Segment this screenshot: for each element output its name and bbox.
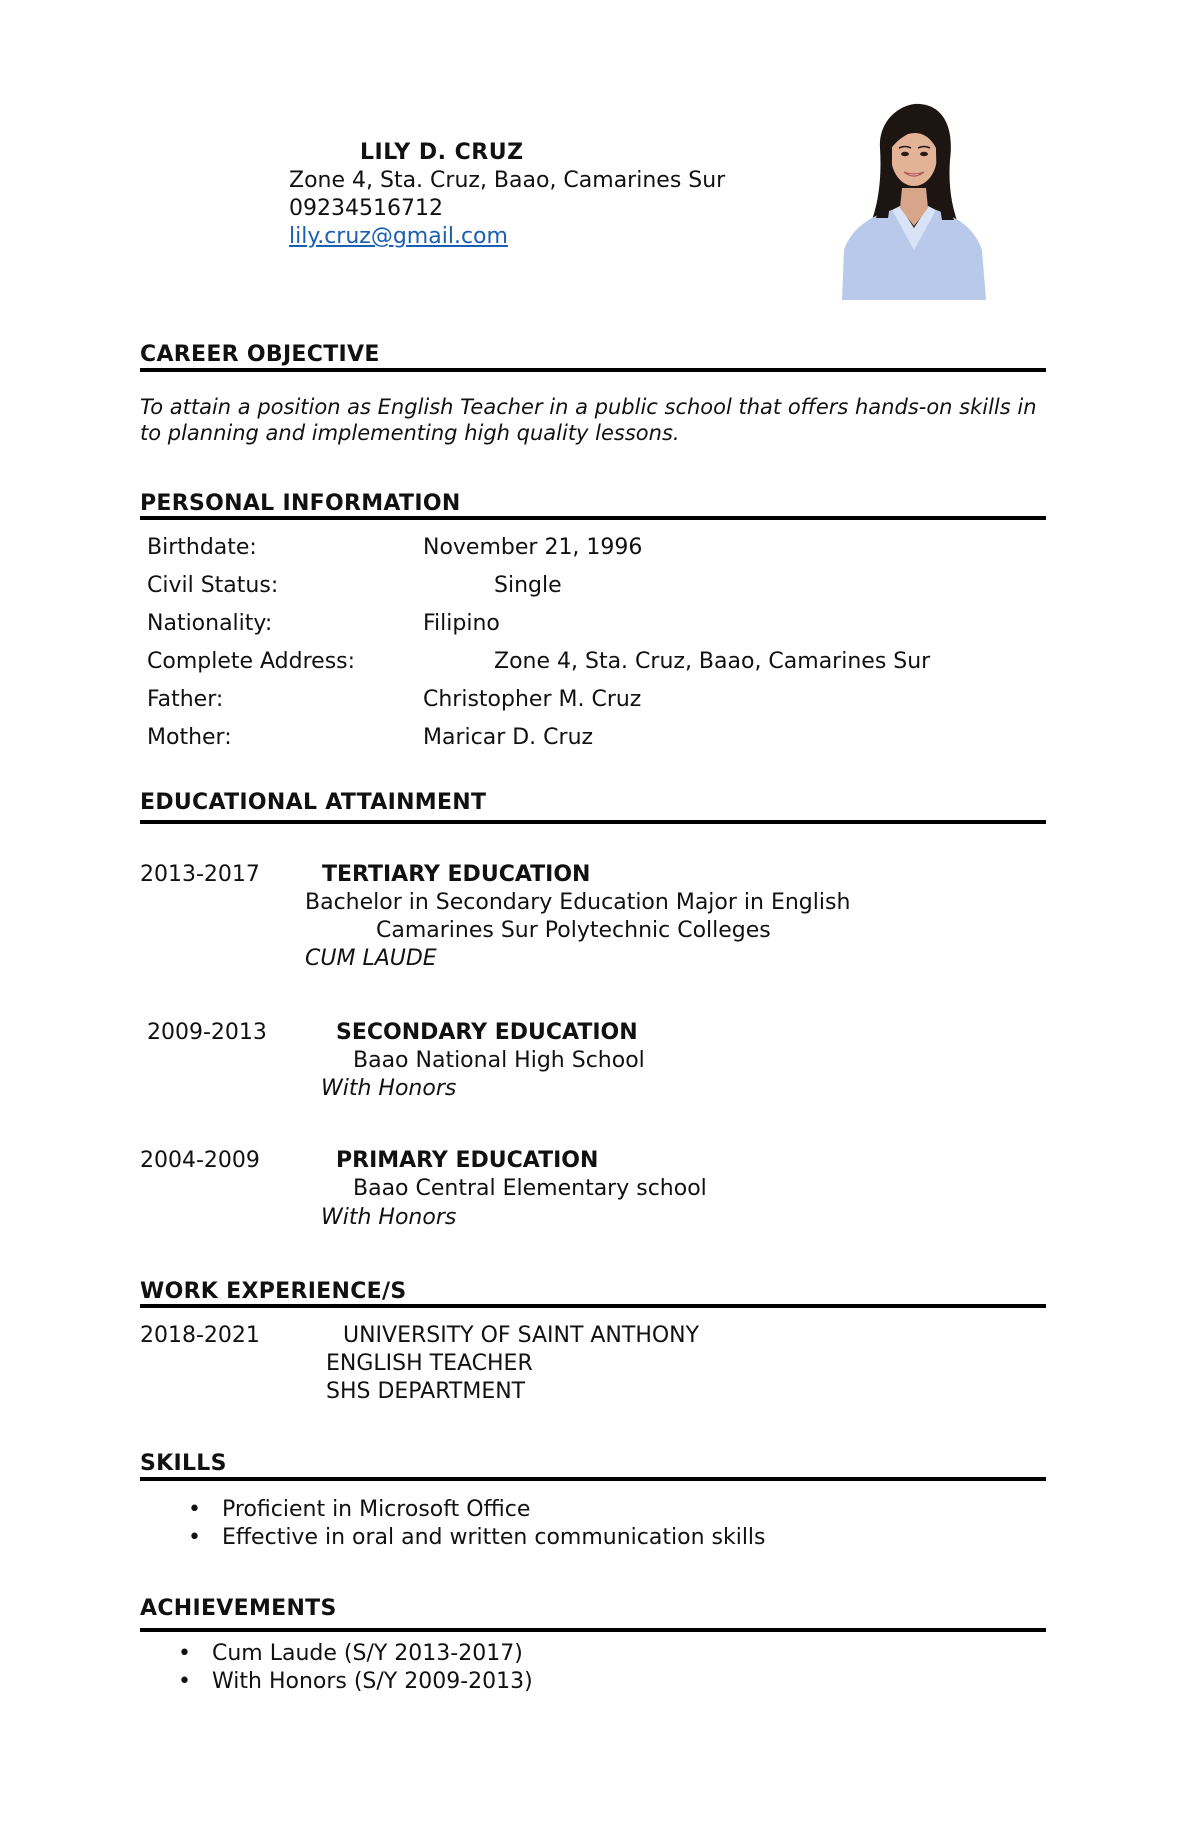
section-title-achievements: ACHIEVEMENTS xyxy=(140,1596,337,1621)
section-divider xyxy=(140,1304,1046,1308)
applicant-photo xyxy=(842,100,986,300)
section-title-personal-information: PERSONAL INFORMATION xyxy=(140,491,461,516)
info-label-nationality: Nationality: xyxy=(147,611,273,636)
info-label-birthdate: Birthdate: xyxy=(147,535,257,560)
skill-item: • Proficient in Microsoft Office xyxy=(222,1497,530,1522)
info-value-nationality: Filipino xyxy=(423,611,500,636)
info-value-mother: Maricar D. Cruz xyxy=(423,725,594,750)
applicant-email-link[interactable]: lily.cruz@gmail.com xyxy=(289,224,508,249)
info-label-mother: Mother: xyxy=(147,725,232,750)
education-years: 2004-2009 xyxy=(140,1148,260,1173)
education-honor: CUM LAUDE xyxy=(305,946,437,971)
info-label-complete-address: Complete Address: xyxy=(147,649,356,674)
education-degree: Bachelor in Secondary Education Major in English xyxy=(305,890,851,915)
work-position: ENGLISH TEACHER xyxy=(326,1351,533,1376)
section-divider xyxy=(140,820,1046,824)
info-value-civil-status: Single xyxy=(494,573,562,598)
info-label-civil-status: Civil Status: xyxy=(147,573,279,598)
section-title-skills: SKILLS xyxy=(140,1451,227,1476)
info-value-complete-address: Zone 4, Sta. Cruz, Baao, Camarines Sur xyxy=(494,649,931,674)
section-divider xyxy=(140,1628,1046,1632)
info-label-father: Father: xyxy=(147,687,224,712)
education-years: 2013-2017 xyxy=(140,862,260,887)
skill-item: • Effective in oral and written communication skills xyxy=(222,1525,766,1550)
info-value-birthdate: November 21, 1996 xyxy=(423,535,643,560)
work-employer: UNIVERSITY OF SAINT ANTHONY xyxy=(343,1323,700,1348)
education-school: Camarines Sur Polytechnic Colleges xyxy=(376,918,771,943)
achievement-item: • Cum Laude (S/Y 2013-2017) xyxy=(212,1641,523,1666)
education-honor: With Honors xyxy=(321,1076,457,1101)
section-divider xyxy=(140,368,1046,372)
work-department: SHS DEPARTMENT xyxy=(326,1379,526,1404)
section-title-work-experience: WORK EXPERIENCE/S xyxy=(140,1279,407,1304)
education-level: SECONDARY EDUCATION xyxy=(336,1020,638,1045)
section-divider xyxy=(140,516,1046,520)
education-level: PRIMARY EDUCATION xyxy=(336,1148,599,1173)
section-divider xyxy=(140,1477,1046,1481)
education-school: Baao National High School xyxy=(353,1048,645,1073)
section-title-career-objective: CAREER OBJECTIVE xyxy=(140,342,380,367)
section-title-educational-attainment: EDUCATIONAL ATTAINMENT xyxy=(140,790,487,815)
education-years: 2009-2013 xyxy=(147,1020,267,1045)
info-value-father: Christopher M. Cruz xyxy=(423,687,642,712)
education-level: TERTIARY EDUCATION xyxy=(322,862,591,887)
work-years: 2018-2021 xyxy=(140,1323,260,1348)
education-school: Baao Central Elementary school xyxy=(353,1176,707,1201)
applicant-address: Zone 4, Sta. Cruz, Baao, Camarines Sur xyxy=(289,168,726,193)
career-objective-text: To attain a position as English Teacher in a public school that offers hands-on skills in to planning and implementing high quality lessons. xyxy=(140,395,1037,445)
education-honor: With Honors xyxy=(321,1205,457,1230)
applicant-name: LILY D. CRUZ xyxy=(360,140,524,165)
achievement-item: • With Honors (S/Y 2009-2013) xyxy=(212,1669,533,1694)
applicant-phone: 09234516712 xyxy=(289,196,443,221)
